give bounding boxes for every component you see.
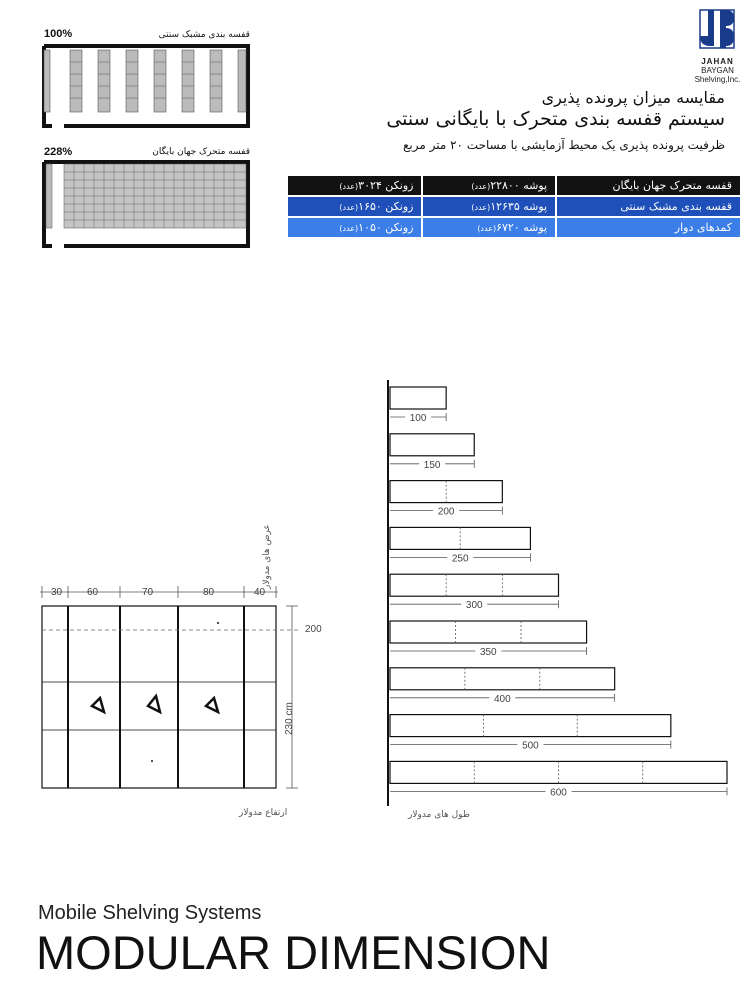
length-bar <box>390 434 474 456</box>
width-label: 60 <box>87 587 99 598</box>
files-cell: پوشه ۲۲۸۰۰(عدد) <box>423 176 555 195</box>
width-label: 70 <box>142 587 154 598</box>
length-bar <box>390 481 502 503</box>
length-bar <box>390 668 615 690</box>
boxes-cell: زونکن ۱۰۵۰(عدد) <box>288 218 421 237</box>
height-caption: ارتفاع مدولار <box>239 808 288 818</box>
length-label: 100 <box>409 413 427 424</box>
plan-1-diagram <box>40 42 252 130</box>
width-label: 30 <box>51 587 63 598</box>
table-row <box>288 218 740 237</box>
boxes-cell: زونکن ۱۶۵۰(عدد) <box>288 197 421 216</box>
height-label: 230 cm <box>284 702 295 735</box>
row-label: کمدهای دوار <box>557 218 740 237</box>
length-label: 600 <box>550 787 567 799</box>
files-cell: پوشه ۱۲۶۳۵(عدد) <box>423 197 555 216</box>
plan-2-caption: قفسه متحرک جهان بایگان <box>152 147 250 157</box>
length-bar <box>390 715 671 737</box>
logo-line-1: JAHAN <box>701 57 734 66</box>
width-label: 80 <box>203 587 215 598</box>
length-label: 400 <box>493 693 511 705</box>
floor-plan-diagram <box>30 580 330 820</box>
table-row <box>288 176 740 195</box>
length-label: 250 <box>451 553 469 565</box>
row-label: قفسه بندی مشبک سنتی <box>557 197 740 216</box>
header-subtitle: ظرفیت پرونده پذیری یک محیط آزمایشی با مساحت ۲۰ متر مربع <box>403 138 725 152</box>
depth-label: 200 <box>305 624 322 635</box>
comparison-table <box>286 174 742 239</box>
length-label: 500 <box>522 740 539 752</box>
lengths-diagram <box>378 378 738 808</box>
plan-2-percent: 228% <box>44 146 73 158</box>
length-bar <box>390 574 559 596</box>
logo-line-2: BAYGAN <box>701 66 734 75</box>
logo-icon <box>690 8 745 53</box>
width-label: 40 <box>254 587 266 598</box>
brand-logo <box>690 8 745 83</box>
length-label: 350 <box>479 647 497 658</box>
length-label: 150 <box>423 459 441 471</box>
lengths-caption: طول های مدولار <box>408 810 470 820</box>
length-bar <box>390 761 727 783</box>
length-bar <box>390 527 530 549</box>
plan-1-percent: 100% <box>44 28 73 40</box>
table-row <box>288 197 740 216</box>
files-cell: پوشه ۶۷۲۰(عدد) <box>423 218 555 237</box>
plan-2-diagram <box>40 158 252 250</box>
footer-title: MODULAR DIMENSION <box>36 926 551 979</box>
header-title-1: مقایسه میزان پرونده پذیری <box>541 88 725 107</box>
length-bar <box>390 387 446 409</box>
length-bar <box>390 621 587 643</box>
handle-icon <box>92 696 218 712</box>
boxes-cell: زونکن ۳۰۲۴(عدد) <box>288 176 421 195</box>
row-label: قفسه متحرک جهان بایگان <box>557 176 740 195</box>
header-title-2: سیستم قفسه بندی متحرک با بایگانی سنتی <box>386 108 725 130</box>
logo-line-3: Shelving,Inc. <box>694 75 741 84</box>
length-label: 300 <box>465 600 483 612</box>
plan-1-caption: قفسه بندی مشبک سنتی <box>158 30 250 40</box>
length-label: 200 <box>437 506 455 518</box>
footer-subtitle: Mobile Shelving Systems <box>38 902 262 924</box>
widths-caption: عرض های مدولار <box>262 524 272 589</box>
